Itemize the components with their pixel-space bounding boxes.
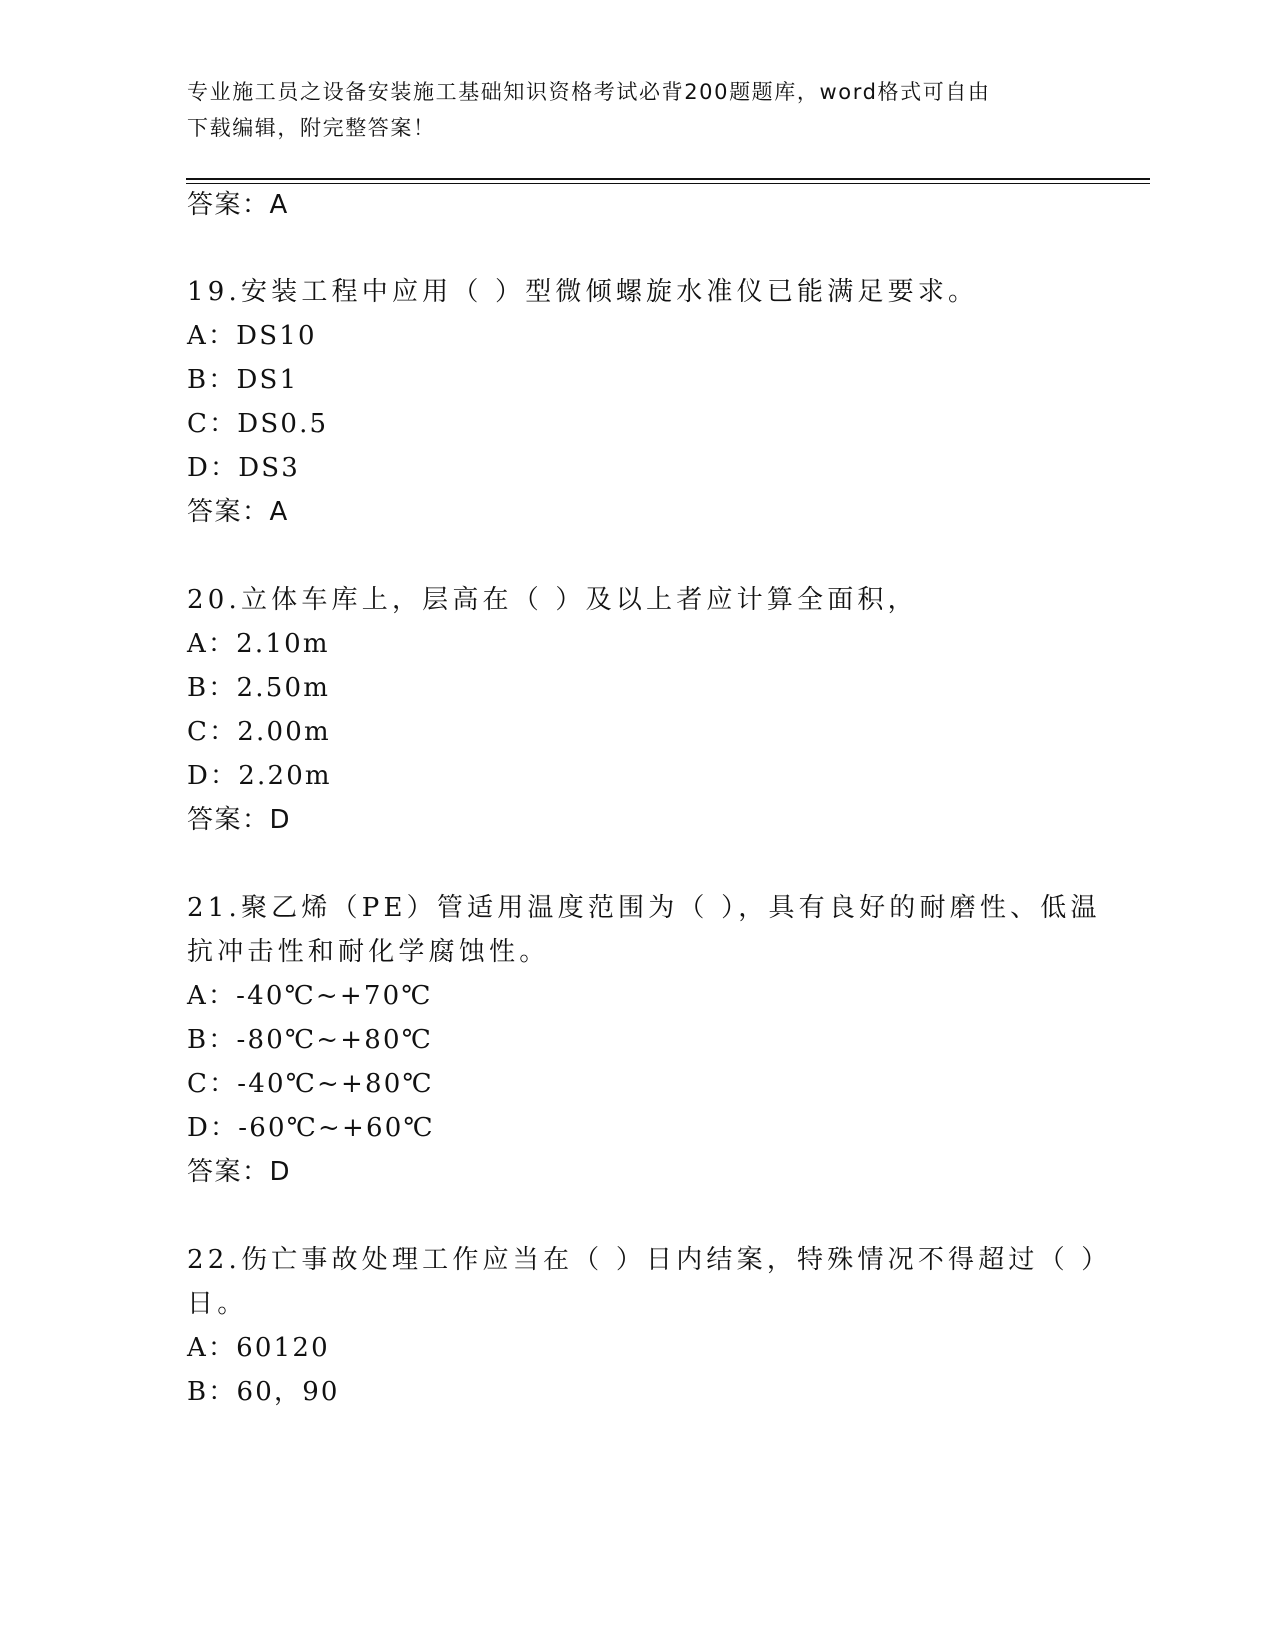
option-line: A：2.10m (187, 629, 330, 659)
option-line: D：DS3 (187, 453, 301, 483)
option-line: B：60，90 (187, 1377, 340, 1407)
header-rule-thin (186, 183, 1150, 184)
header-line-1: 专业施工员之设备安装施工基础知识资格考试必背200题题库，word格式可自由 (187, 80, 991, 104)
question-line: 日。 (187, 1289, 248, 1319)
header-line-2: 下载编辑，附完整答案！ (187, 116, 436, 140)
option-line: C：2.00m (187, 717, 331, 747)
answer-line: 答案：D (187, 1157, 292, 1187)
option-line: B：DS1 (187, 365, 299, 395)
option-line: A：DS10 (187, 321, 317, 351)
question-line: 21.聚乙烯（PE）管适用温度范围为（ ），具有良好的耐磨性、低温 (187, 893, 1101, 923)
option-line: C：DS0.5 (187, 409, 329, 439)
answer-line: 答案：A (187, 190, 289, 220)
question-line: 19.安装工程中应用（ ）型微倾螺旋水准仪已能满足要求。 (187, 277, 979, 307)
header-rule-thick (186, 178, 1150, 180)
option-line: A：60120 (187, 1333, 330, 1363)
question-line: 22.伤亡事故处理工作应当在（ ）日内结案，特殊情况不得超过（ ） (187, 1245, 1112, 1275)
option-line: D：-60℃~+60℃ (187, 1113, 435, 1143)
document-header (187, 74, 1067, 146)
question-line: 抗冲击性和耐化学腐蚀性。 (187, 937, 550, 967)
question-line: 20.立体车库上，层高在（ ）及以上者应计算全面积， (187, 585, 918, 615)
option-line: D：2.20m (187, 761, 332, 791)
option-line: B：2.50m (187, 673, 331, 703)
option-line: C：-40℃~+80℃ (187, 1069, 434, 1099)
answer-line: 答案：D (187, 805, 292, 835)
option-line: B：-80℃~+80℃ (187, 1025, 433, 1055)
option-line: A：-40℃~+70℃ (187, 981, 433, 1011)
answer-line: 答案：A (187, 497, 289, 527)
